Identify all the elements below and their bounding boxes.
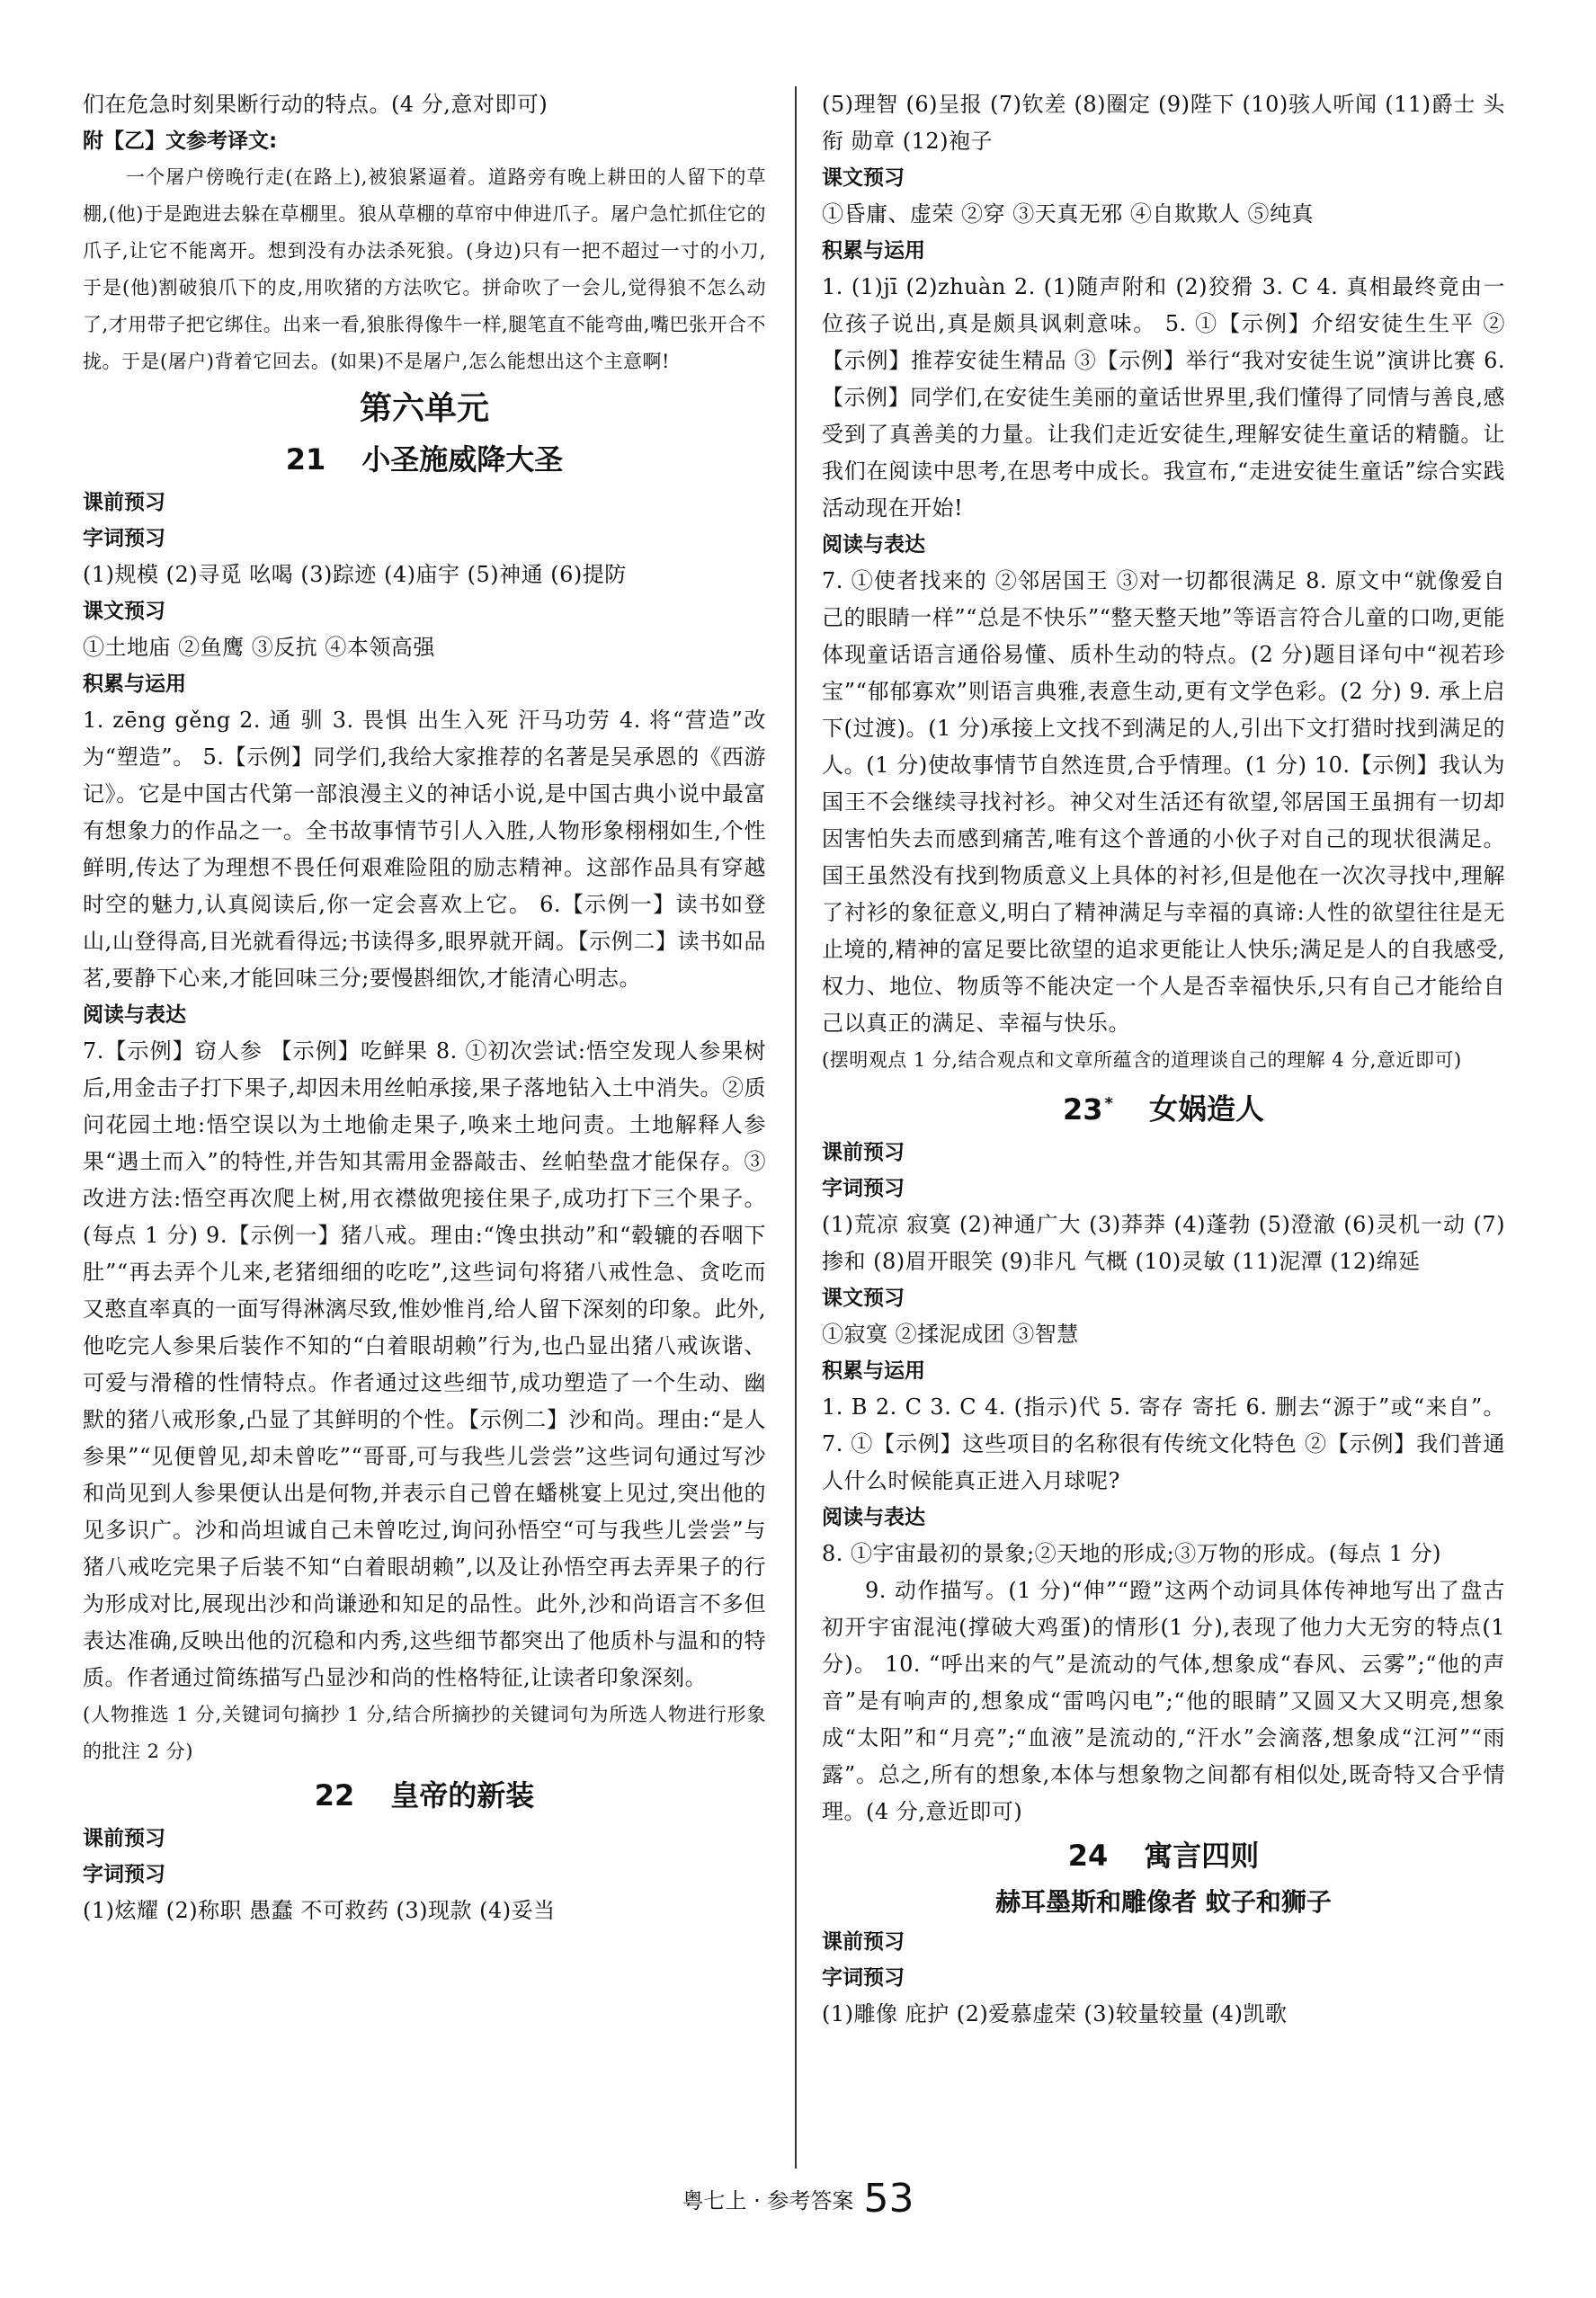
answer-text: 1. zēng gěng 2. 通 驯 3. 畏惧 出生入死 汗马功劳 4. 将“营造”改为“塑造”。 5.【示例】同学们,我给大家推荐的名著是吴承恩的《西游记》。它是中国古代第一部浪漫主义的神话小说,是中国古典小说中最富有想象力的作品之一。全书故事情节引人入胜,人物形象栩栩如生,个性鲜明,传达了为理想不畏任何艰难险阻的励志精神。这部作品具有穿越时空的魅力,认真阅读后,你一定会喜欢上它。 6.【示例一】读书如登山,山登得高,目光就看得远;书读得多,眼界就开阔。【示例二】读书如品茗,要静下心来,才能回味三分;要慢斟细饮,才能清心明志。 — [83, 708, 766, 991]
lesson-number: 21 — [285, 442, 326, 477]
page-number: 53 — [863, 2176, 914, 2222]
section-heading: 阅读与表达 — [822, 1505, 925, 1529]
page-footer — [0, 2176, 1596, 2222]
section-heading: 课文预习 — [83, 600, 165, 623]
footer-label: 粤七上 · 参考答案 — [682, 2188, 854, 2213]
answer-text: (1)雕像 庇护 (2)爱慕虚荣 (3)较量较量 (4)凯歌 — [822, 2000, 1288, 2026]
lesson-21-heading — [83, 434, 766, 485]
lesson-title: 寓言四则 — [1144, 1838, 1260, 1873]
lesson-number-value: 23 — [1063, 1091, 1103, 1127]
section-heading: 字词预习 — [83, 527, 165, 550]
lesson-23-heading — [822, 1079, 1505, 1135]
scoring-note: (人物推选 1 分,关键词句摘抄 1 分,结合所摘抄的关键词句为所选人物进行形象的批注 2 分) — [83, 1704, 766, 1762]
scoring-note: (摆明观点 1 分,结合观点和文章所蕴含的道理谈自己的理解 4 分,意近即可) — [822, 1049, 1462, 1071]
answer-text: (1)炫耀 (2)称职 愚蠢 不可救药 (3)现款 (4)妥当 — [83, 1898, 556, 1923]
lesson-number: 24 — [1067, 1838, 1109, 1873]
translation-heading: 附【乙】文参考译文: — [83, 129, 278, 153]
column-divider — [795, 86, 797, 2169]
left-column — [83, 86, 766, 2169]
answer-text: ①昏庸、虚荣 ②穿 ③天真无邪 ④自欺欺人 ⑤纯真 — [822, 201, 1315, 227]
section-heading: 字词预习 — [822, 1176, 905, 1200]
section-heading: 积累与运用 — [83, 672, 186, 696]
right-column — [822, 86, 1505, 2169]
lesson-title: 皇帝的新装 — [390, 1778, 535, 1813]
lesson-24-heading — [822, 1830, 1505, 1881]
section-heading: 字词预习 — [83, 1863, 165, 1886]
translation-text: 一个屠户傍晚行走(在路上),被狼紧逼着。道路旁有晚上耕田的人留下的草棚,(他)于是跑进去躲在草棚里。狼从草棚的草帘中伸进爪子。屠户急忙抓住它的爪子,让它不能离开。想到没有办法杀死狼。(身边)只有一把不超过一寸的小刀,于是(他)割破狼爪下的皮,用吹猪的方法吹它。拼命吹了一会儿,觉得狼不怎么动了,才用带子把它绑住。出来一看,狼胀得像牛一样,腿笔直不能弯曲,嘴巴张开合不拢。于是(屠户)背着它回去。(如果)不是屠户,怎么能想出这个主意啊! — [83, 166, 766, 372]
lesson-22-heading — [83, 1770, 766, 1821]
answer-text: (1)荒凉 寂寞 (2)神通广大 (3)莽莽 (4)蓬勃 (5)澄澈 (6)灵机一动 (7)掺和 (8)眉开眼笑 (9)非凡 气概 (10)灵敏 (11)泥潭 (12)绵延 — [822, 1211, 1505, 1274]
lesson-title: 女娲造人 — [1148, 1091, 1264, 1127]
section-heading: 课文预习 — [822, 1286, 905, 1310]
answer-page — [83, 86, 1521, 2169]
answer-text: 8. ①宇宙最初的景象;②天地的形成;③万物的形成。(每点 1 分) — [822, 1540, 1441, 1566]
unit-title: 第六单元 — [359, 390, 489, 427]
lesson-number: 22 — [314, 1778, 355, 1813]
lesson-number — [1063, 1092, 1113, 1127]
answer-text: 1. (1)jī (2)zhuàn 2. (1)随声附和 (2)狡猾 3. C 4. 真相最终竟由一位孩子说出,真是颇具讽刺意味。 5. ①【示例】介绍安徒生生平 ②【示例】推荐安徒生精品 ③【示例】举行“我对安徒生说”演讲比赛 6.【示例】同学们,在安徒生美丽的童话世界里,我们懂得了同情与善良,感受到了真善美的力量。让我们走近安徒生,理解安徒生童话的精髓。让我们在阅读中思考,在思考中成长。我宣布,“走进安徒生童话”综合实践活动现在开始! — [822, 274, 1505, 521]
section-heading: 课前预习 — [822, 1140, 905, 1164]
lesson-title: 小圣施威降大圣 — [361, 442, 564, 477]
continued-text: 们在危急时刻果断行动的特点。(4 分,意对即可) — [83, 92, 548, 117]
answer-text: 7.【示例】窃人参 【示例】吃鲜果 8. ①初次尝试:悟空发现人参果树后,用金击子打下果子,却因未用丝帕承接,果子落地钻入土中消失。②质问花园土地:悟空误以为土地偷走果子,唤来土地问责。土地解释人参果“遇土而入”的特性,并告知其需用金器敲击、丝帕垫盘才能保存。③改进方法:悟空再次爬上树,用衣襟做兜接住果子,成功打下三个果子。(每点 1 分) 9.【示例一】猪八戒。理由:“馋虫拱动”和“毂辘的吞咽下肚”“再去弄个儿来,老猪细细的吃吃”,这些词句将猪八戒性急、贪吃而又憨直率真的一面写得淋漓尽致,惟妙惟肖,给人留下深刻的印象。此外,他吃完人参果后装作不知的“白着眼胡赖”行为,也凸显出猪八戒诙谐、可爱与滑稽的性情特点。作者通过这些细节,成功塑造了一个生动、幽默的猪八戒形象,凸显了其鲜明的个性。【示例二】沙和尚。理由:“是人参果”“见便曾见,却未曾吃”“哥哥,可与我些儿尝尝”这些词句通过写沙和尚见到人参果便认出是何物,并表示自己曾在蟠桃宴上见过,突出他的见多识广。沙和尚坦诚自己未曾吃过,询问孙悟空“可与我些儿尝尝”与猪八戒吃完果子后装不知“白着眼胡赖”,以及让孙悟空再去弄果子的行为形成对比,展现出沙和尚谦逊和知足的品性。此外,沙和尚语言不多但表达准确,反映出他的沉稳和内秀,这些细节都突出了他质朴与温和的特质。作者通过简练描写凸显沙和尚的性格特征,让读者印象深刻。 — [83, 1038, 766, 1690]
answer-text: ①寂寞 ②揉泥成团 ③智慧 — [822, 1321, 1079, 1347]
answer-text: (1)规模 (2)寻觅 吆喝 (3)踪迹 (4)庙宇 (5)神通 (6)提防 — [83, 562, 627, 587]
answer-text: (5)理智 (6)呈报 (7)钦差 (8)圈定 (9)陛下 (10)骇人听闻 (11)爵士 头衔 勋章 (12)袍子 — [822, 92, 1505, 154]
optional-lesson-star: * — [1104, 1094, 1113, 1113]
section-heading: 积累与运用 — [822, 1358, 925, 1383]
section-heading: 课前预习 — [822, 1929, 905, 1954]
section-heading: 课文预习 — [822, 166, 905, 190]
answer-text: 1. B 2. C 3. C 4. (指示)代 5. 寄存 寄托 6. 删去“源于”或“来自”。 7. ①【示例】这些项目的名称很有传统文化特色 ②【示例】我们普通人什么时候能真正进入月球呢? — [822, 1394, 1505, 1493]
lesson-subtitle: 赫耳墨斯和雕像者 蚊子和狮子 — [995, 1886, 1332, 1917]
answer-text: 7. ①使者找来的 ②邻居国王 ③对一切都很满足 8. 原文中“就像爱自己的眼睛一样”“总是不快乐”“整天整天地”等语言符合儿童的口吻,更能体现童话语言通俗易懂、质朴生动的特点。(2 分)题目译句中“视若珍宝”“郁郁寡欢”则语言典雅,表意生动,更有文学色彩。(2 分) 9. 承上启下(过渡)。(1 分)承接上文找不到满足的人,引出下文打猎时找到满足的人。(1 分)使故事情节自然连贯,合乎情理。(1 分) 10.【示例】我认为国王不会继续寻找衬衫。神父对生活还有欲望,邻居国王虽拥有一切却因害怕失去而感到痛苦,唯有这个普通的小伙子对自己的现状很满足。国王虽然没有找到物质意义上具体的衬衫,但是他在一次次寻找中,理解了衬衫的象征意义,明白了精神满足与幸福的真谛:人性的欲望往往是无止境的,精神的富足要比欲望的追求更能让人快乐;满足是人的自我感受,权力、地位、物质等不能决定一个人是否幸福快乐,只有自己才能给自己以真正的满足、幸福与快乐。 — [822, 568, 1505, 1036]
answer-text: ①土地庙 ②鱼鹰 ③反抗 ④本领高强 — [83, 635, 435, 660]
section-heading: 字词预习 — [822, 1965, 905, 1990]
section-heading: 阅读与表达 — [83, 1003, 186, 1027]
section-heading: 阅读与表达 — [822, 533, 925, 557]
section-heading: 课前预习 — [83, 1827, 165, 1850]
section-heading: 积累与运用 — [822, 239, 925, 263]
section-heading: 课前预习 — [83, 491, 165, 514]
answer-text: 9. 动作描写。(1 分)“伸”“蹬”这两个动词具体传神地写出了盘古初开宇宙混沌(撑破大鸡蛋)的情形(1 分),表现了他力大无穷的特点(1 分)。 10. “呼出来的气”是流动的气体,想象成“春风、云雾”;“他的声音”是有响声的,想象成“雷鸣闪电”;“他的眼睛”又圆又大又明亮,想象成“太阳”和“月亮”;“血液”是流动的,“汗水”会滴落,想象成“江河”“雨露”。总之,所有的想象,本体与想象物之间都有相似处,既奇特又合乎情理。(4 分,意近即可) — [822, 1577, 1505, 1824]
